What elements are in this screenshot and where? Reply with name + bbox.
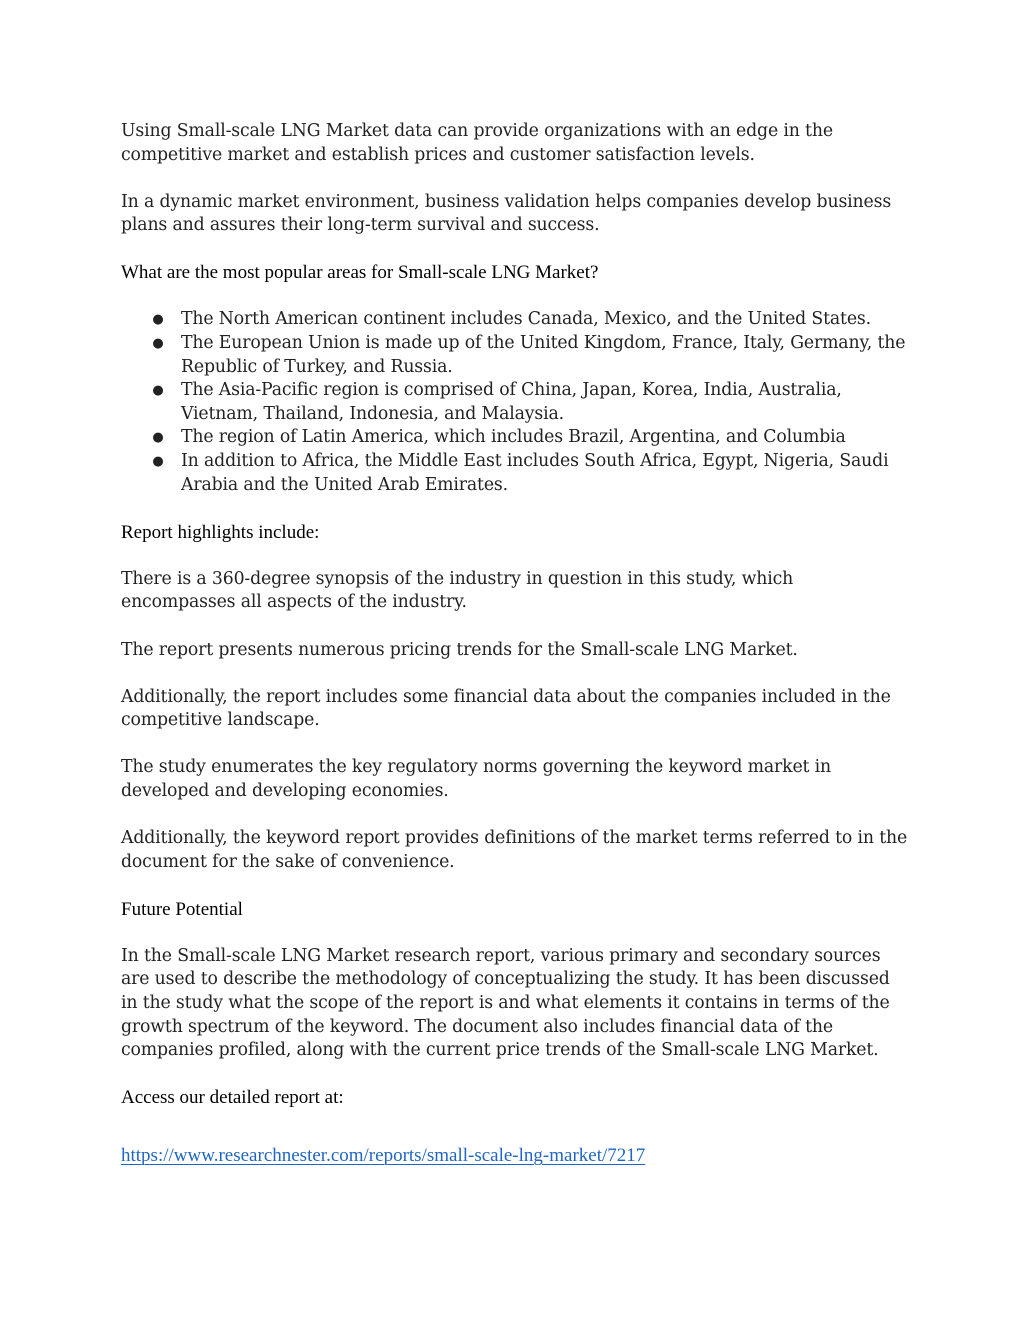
intro-paragraph-1: Using Small-scale LNG Market data can provide organizations with an edge in the competitive market and establish prices and customer satisfaction levels.	[121, 121, 833, 165]
list-item-text: The European Union is made up of the United Kingdom, France, Italy, Germany, the Republic of Turkey, and Russia.	[181, 333, 906, 377]
list-item	[121, 426, 911, 450]
document-page	[121, 120, 911, 1168]
bullet-icon: ●	[152, 312, 164, 328]
list-item	[121, 450, 911, 497]
highlights-heading: Report highlights include:	[121, 521, 320, 543]
list-item	[121, 379, 911, 426]
bullet-icon: ●	[152, 336, 164, 352]
bullet-icon: ●	[152, 454, 164, 470]
list-item-text: The Asia-Pacific region is comprised of China, Japan, Korea, India, Australia, Vietnam, Thailand, Indonesia, and Malaysia.	[181, 380, 842, 424]
list-item	[121, 332, 911, 379]
list-item	[121, 308, 911, 332]
highlight-paragraph-4: The study enumerates the key regulatory norms governing the keyword market in developed and developing economies.	[121, 757, 832, 801]
list-item-text: In addition to Africa, the Middle East includes South Africa, Egypt, Nigeria, Saudi Arabia and the United Arab Emirates.	[181, 451, 889, 495]
future-potential-heading: Future Potential	[121, 898, 243, 920]
report-link[interactable]: https://www.researchnester.com/reports/small-scale-lng-market/7217	[121, 1144, 646, 1166]
highlight-paragraph-5: Additionally, the keyword report provides definitions of the market terms referred to in the document for the sake of convenience.	[121, 827, 908, 872]
highlight-paragraph-1: There is a 360-degree synopsis of the industry in question in this study, which encompasses all aspects of the industry.	[121, 568, 794, 613]
bullet-icon: ●	[152, 430, 164, 446]
bullet-icon: ●	[152, 383, 164, 399]
highlight-paragraph-3: Additionally, the report includes some financial data about the companies included in the competitive landscape.	[121, 686, 891, 731]
intro-paragraph-2: In a dynamic market environment, business validation helps companies develop business plans and assures their long-term survival and success.	[121, 191, 892, 236]
regions-list	[121, 308, 911, 497]
list-item-text: The region of Latin America, which includes Brazil, Argentina, and Columbia	[181, 427, 846, 448]
access-heading: Access our detailed report at:	[121, 1087, 344, 1109]
list-item-text: The North American continent includes Canada, Mexico, and the United States.	[181, 309, 871, 330]
future-potential-paragraph: In the Small-scale LNG Market research report, various primary and secondary sources are used to describe the methodology of conceptualizing the study. It has been discussed in the study what the scope of the report is and what elements it contains in terms of the growth spectrum of the keyword. The document also includes financial data of the companies profiled, along with the current price trends of the Small-scale LNG Market.	[121, 945, 890, 1061]
highlight-paragraph-2: The report presents numerous pricing trends for the Small-scale LNG Market.	[121, 639, 798, 660]
regions-heading: What are the most popular areas for Small-scale LNG Market?	[121, 262, 599, 284]
